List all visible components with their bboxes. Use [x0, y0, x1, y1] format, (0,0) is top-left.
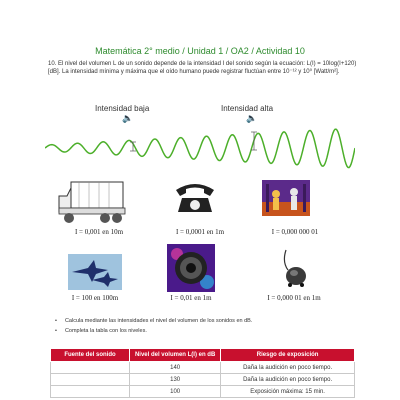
sound-wave-line — [45, 129, 355, 167]
exposure-table — [50, 348, 355, 398]
cell-source[interactable] — [51, 362, 130, 374]
table-header-row — [51, 349, 355, 362]
cell-level: 140 — [130, 362, 221, 374]
header-risk: Riesgo de exposición — [221, 349, 355, 362]
telephone-image — [172, 180, 218, 214]
caption-speaker: I = 0,01 en 1m — [170, 294, 212, 302]
caption-concert: I = 0,000 000 01 — [271, 228, 319, 236]
header-source: Fuente del sonido — [51, 349, 130, 362]
jets-image — [68, 254, 122, 290]
cell-risk: Exposición máxima: 15 min. — [221, 386, 355, 398]
problem-statement: 10. El nivel del volumen L de un sonido depende de la intensidad I del sonido según la ecuación: L(I) = 10log(I+120)[dB]. La intensidad mínima y máxima que el oído humano puede registrar fluctúan entre 10⁻¹² y 10⁰ [Watt/m²]. — [48, 61, 357, 75]
cell-level: 100 — [130, 386, 221, 398]
caption-telephone: I = 0,0001 en 1m — [175, 228, 225, 236]
cell-source[interactable] — [51, 374, 130, 386]
table-row — [51, 386, 355, 398]
caption-jets: I = 100 en 100m — [71, 294, 119, 302]
high-intensity-label: Intensidad alta — [221, 104, 274, 113]
speaker-icon: 🔈 — [122, 113, 134, 123]
instruction-item: • Calcula mediante las intensidades el nivel del volumen de los sonidos en dB. — [55, 316, 252, 326]
vacuum-cleaner-image — [280, 248, 308, 288]
cell-level: 130 — [130, 374, 221, 386]
header-level: Nivel del volumen L(I) en dB — [130, 349, 221, 362]
speaker-icon: 🔈 — [246, 113, 258, 123]
cell-risk: Daña la audición en poco tiempo. — [221, 362, 355, 374]
cell-source[interactable] — [51, 386, 130, 398]
sound-wave-diagram — [45, 122, 355, 182]
caption-vacuum: I = 0,000 01 en 1m — [267, 294, 321, 302]
truck-image — [57, 178, 137, 226]
instruction-item: • Completa la tabla con los niveles. — [55, 326, 252, 336]
page-title: Matemática 2° medio / Unidad 1 / OA2 / Actividad 10 — [95, 46, 305, 56]
cell-risk: Daña la audición en poco tiempo. — [221, 374, 355, 386]
caption-truck: I = 0,001 en 10m — [74, 228, 124, 236]
instructions-list — [55, 316, 252, 336]
table-row — [51, 362, 355, 374]
concert-image — [262, 180, 310, 216]
low-intensity-label: Intensidad baja — [95, 104, 150, 113]
speaker-image — [167, 244, 215, 292]
table-row — [51, 374, 355, 386]
